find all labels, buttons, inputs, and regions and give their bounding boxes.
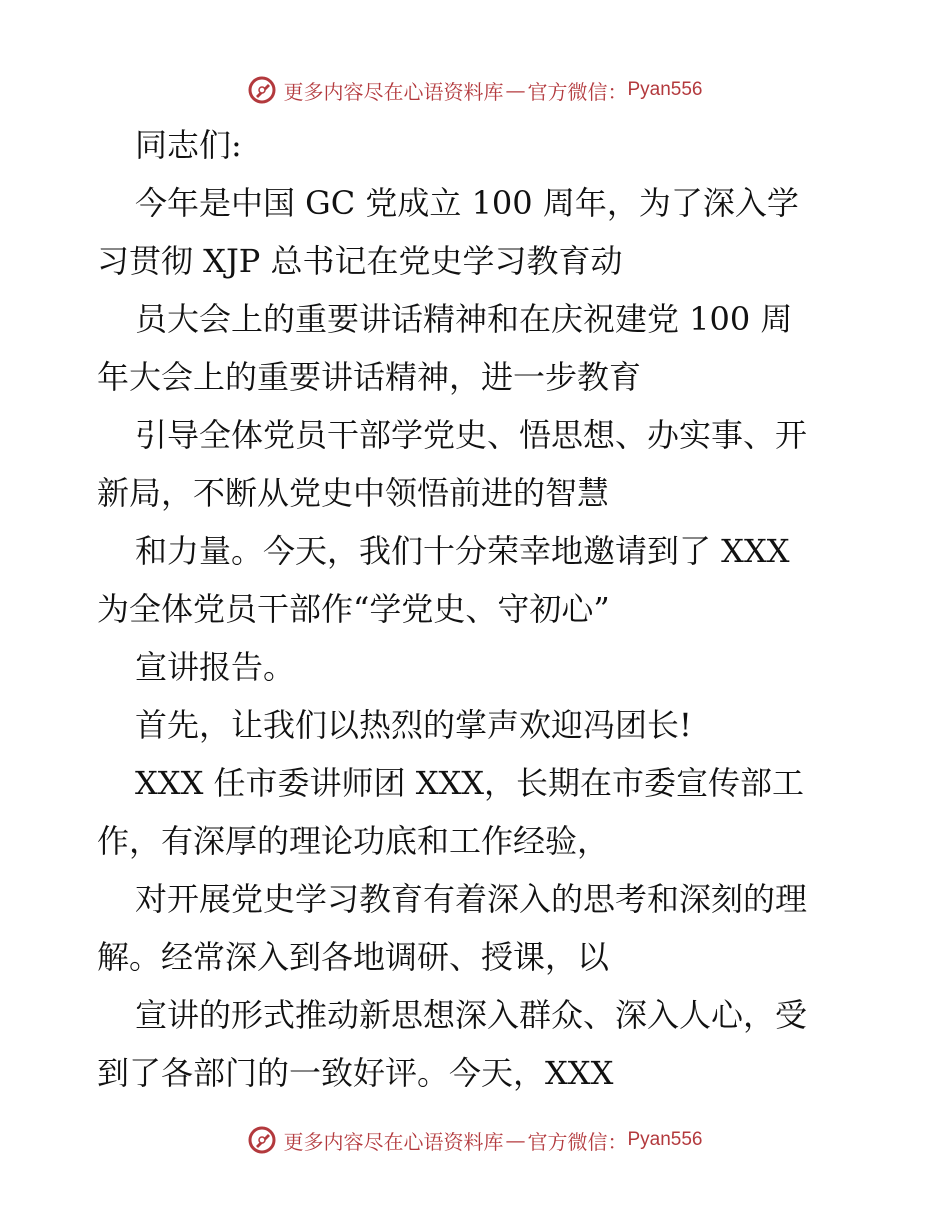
paragraph-line: 到了各部门的一致好评。今天，XXX <box>97 1054 614 1092</box>
document-body <box>97 116 887 1102</box>
paragraph-line: 宣讲报告。 <box>135 648 296 686</box>
quill-seal-icon <box>247 75 277 105</box>
paragraph-line: 和力量。今天，我们十分荣幸地邀请到了 XXX <box>135 532 790 570</box>
paragraph-line: 员大会上的重要讲话精神和在庆祝建党 100 周 <box>135 300 793 338</box>
paragraph-line: 对开展党史学习教育有着深入的思考和深刻的理 <box>135 880 808 918</box>
quill-seal-icon <box>247 1125 277 1155</box>
paragraph-line: 习贯彻 XJP 总书记在党史学习教育动 <box>97 242 623 280</box>
paragraph-line: 宣讲的形式推动新思想深入群众、深入人心，受 <box>135 996 808 1034</box>
footer-banner <box>0 1120 950 1160</box>
brand-text: 更多内容尽在心语资料库 <box>283 79 504 104</box>
paragraph-line: 新局，不断从党史中领悟前进的智慧 <box>97 474 610 512</box>
wechat-label: 官方微信： <box>527 79 628 104</box>
paragraph-line: 今年是中国 GC 党成立 100 周年，为了深入学 <box>135 184 799 222</box>
paragraph-line: XXX 任市委讲师团 XXX，长期在市委宣传部工 <box>135 764 805 802</box>
paragraph-line: 作，有深厚的理论功底和工作经验， <box>97 822 610 860</box>
paragraph-line: 解。经常深入到各地调研、授课，以 <box>97 938 610 976</box>
separator: — <box>505 1128 526 1152</box>
wechat-id: Pyan556 <box>627 1129 703 1150</box>
wechat-label: 官方微信： <box>527 1129 628 1154</box>
paragraph-line: 同志们: <box>135 126 242 164</box>
paragraph-line: 为全体党员干部作“学党史、守初心” <box>97 590 610 628</box>
paragraph-line: 首先，让我们以热烈的掌声欢迎冯团长! <box>135 706 692 744</box>
header-banner <box>0 70 950 110</box>
paragraph-line: 年大会上的重要讲话精神，进一步教育 <box>97 358 642 396</box>
brand-text: 更多内容尽在心语资料库 <box>283 1129 504 1154</box>
separator: — <box>505 78 526 102</box>
paragraph-line: 引导全体党员干部学党史、悟思想、办实事、开 <box>135 416 808 454</box>
wechat-id: Pyan556 <box>627 79 703 100</box>
